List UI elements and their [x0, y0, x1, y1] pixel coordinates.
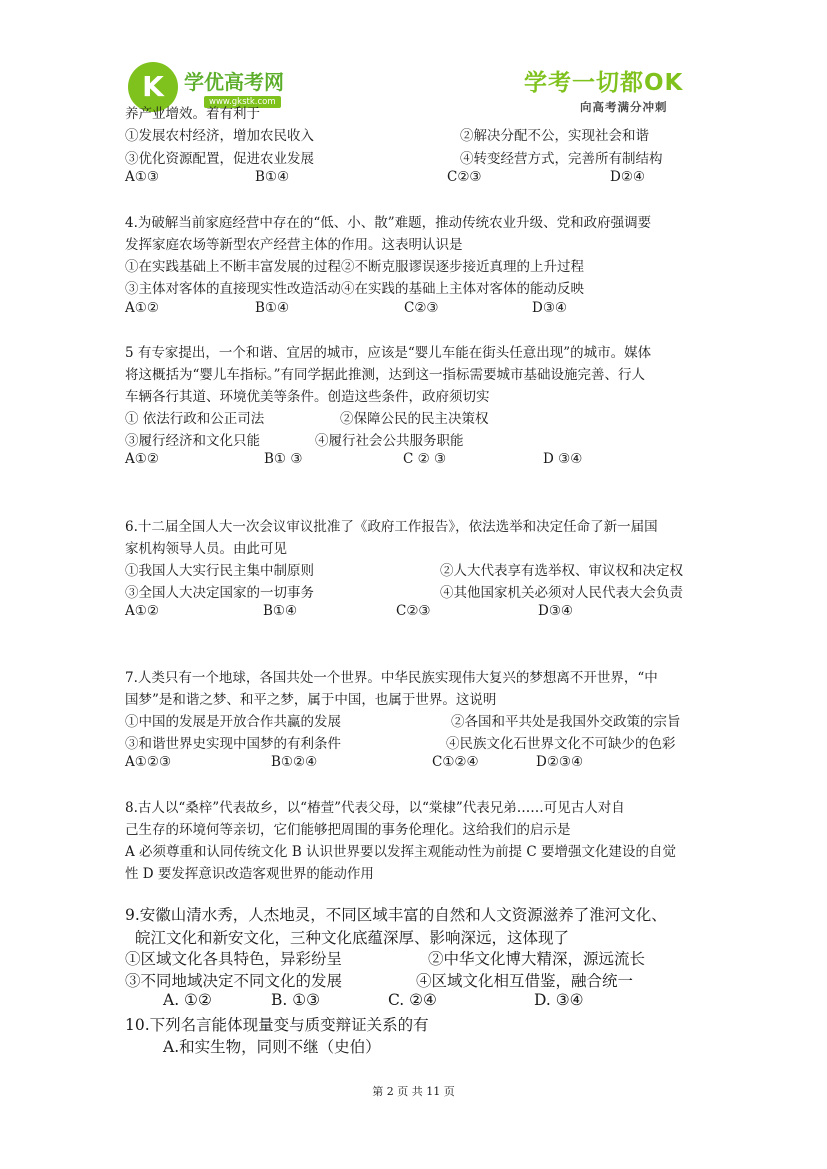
q8-options-line-2: 性 D 要发挥意识改造客观世界的能动作用 — [125, 866, 374, 882]
q9-stem-line-2: 皖江文化和新安文化，三种文化底蕴深厚、影响深远，这体现了 — [135, 929, 570, 947]
q4-option-line-2: ③主体对客体的直接现实性改造活动④在实践的基础上主体对客体的能动反映 — [125, 281, 584, 297]
q6-option-3: ③全国人大决定国家的一切事务 — [125, 585, 314, 601]
q7-stem-line-1: 7.人类只有一个地球，各国共处一个世界。中华民族实现伟大复兴的梦想离不开世界，“中 — [125, 670, 658, 686]
q3-option-1: ①发展农村经济，增加农民收入 — [125, 128, 314, 144]
q3-choice-a: A①③ — [125, 169, 159, 185]
slogan-banner — [524, 64, 709, 115]
q4-stem-line-1: 4.为破解当前家庭经营中存在的“低、小、散”难题，推动传统农业升级、党和政府强调要 — [125, 215, 652, 231]
q6-option-1: ①我国人大实行民主集中制原则 — [125, 563, 314, 579]
q8-stem-line-1: 8.古人以“桑梓”代表故乡，以“椿萱”代表父母，以“棠棣”代表兄弟……可见古人对自 — [125, 800, 625, 816]
q7-stem-line-2: 国梦”是和谐之梦、和平之梦，属于中国，也属于世界。这说明 — [125, 692, 497, 708]
q10-stem: 10.下列名言能体现量变与质变辩证关系的有 — [125, 1016, 429, 1034]
q3-choice-d: D②④ — [610, 169, 646, 185]
q9-option-2: ②中华文化博大精深，源远流长 — [428, 950, 646, 968]
q9-option-3: ③不同地域决定不同文化的发展 — [125, 972, 343, 990]
q6-stem-line-1: 6.十二届全国人大一次会议审议批准了《政府工作报告》，依法选举和决定任命了新一届国 — [125, 519, 658, 535]
q6-choice-d: D③④ — [538, 603, 574, 619]
q3-choice-b: B①④ — [255, 169, 290, 185]
q7-choice-b: B①②④ — [271, 754, 318, 770]
q3-option-2: ②解决分配不公，实现社会和谐 — [460, 128, 649, 144]
q5-stem-line-2: 将这概括为“婴儿车指标。”有同学据此推测，达到这一指标需要城市基础设施完善、行人 — [125, 367, 646, 383]
q3-option-3: ③优化资源配置，促进农业发展 — [125, 151, 314, 167]
q4-option-line-1: ①在实践基础上不断丰富发展的过程②不断克服谬误逐步接近真理的上升过程 — [125, 259, 584, 275]
q5-stem-line-3: 车辆各行其道、环境优美等条件。创造这些条件，政府须切实 — [125, 389, 490, 405]
q5-choice-d: D ③④ — [543, 451, 583, 467]
q4-choice-b: B①④ — [255, 300, 290, 316]
q5-stem-line-1: 5 有专家提出，一个和谐、宜居的城市，应该是“婴儿车能在街头任意出现”的城市。媒体 — [125, 345, 652, 361]
q5-choice-b: B① ③ — [264, 451, 303, 467]
logo-url: www.gkstk.com — [204, 96, 281, 108]
q6-choice-b: B①④ — [263, 603, 298, 619]
q5-option-3: ③履行经济和文化只能 — [125, 433, 260, 449]
q6-choice-a: A①② — [125, 603, 159, 619]
q3-option-4: ④转变经营方式，完善所有制结构 — [460, 151, 663, 167]
logo-name: 学优高考网 — [184, 70, 284, 94]
q9-option-1: ①区域文化各具特色，异彩纷呈 — [125, 950, 343, 968]
q7-option-2: ②各国和平共处是我国外交政策的宗旨 — [451, 714, 681, 730]
q8-options-line-1: A 必须尊重和认同传统文化 B 认识世界要以发挥主观能动性为前提 C 要增强文化建设的自觉 — [125, 844, 676, 860]
q4-choice-d: D③④ — [532, 300, 568, 316]
q7-choice-d: D②③④ — [536, 754, 584, 770]
q5-choice-c: C ② ③ — [403, 451, 447, 467]
page-number: 第 2 页 共 11 页 — [372, 1085, 455, 1098]
logo-mark-icon: K — [128, 62, 178, 112]
slogan-sub: 向高考满分冲刺 — [580, 100, 668, 114]
slogan-main: 学考一切都OK — [524, 70, 684, 96]
q9-stem-line-1: 9.安徽山清水秀，人杰地灵，不同区域丰富的自然和人文资源滋养了淮河文化、 — [125, 906, 667, 924]
q7-option-3: ③和谐世界史实现中国梦的有利条件 — [125, 736, 341, 752]
q8-stem-line-2: 己生存的环境何等亲切，它们能够把周围的事务伦理化。这给我们的启示是 — [125, 822, 571, 838]
q7-option-4: ④民族文化石世界文化不可缺少的色彩 — [446, 736, 676, 752]
q7-option-1: ①中国的发展是开放合作共赢的发展 — [125, 714, 341, 730]
q7-choice-c: C①②④ — [432, 754, 479, 770]
q3-continuation: 养产业增效。着有利于 — [125, 106, 260, 122]
q4-choice-c: C②③ — [404, 300, 439, 316]
q4-stem-line-2: 发挥家庭农场等新型农产经营主体的作用。这表明认识是 — [125, 237, 463, 253]
q5-option-4: ④履行社会公共服务职能 — [315, 433, 464, 449]
q6-stem-line-2: 家机构领导人员。由此可见 — [125, 541, 287, 557]
q7-choice-a: A①②③ — [125, 754, 172, 770]
q9-choice-b: B. ①③ — [271, 991, 321, 1009]
q9-option-4: ④区域文化相互借鉴，融合统一 — [416, 972, 634, 990]
q6-option-4: ④其他国家机关必须对人民代表大会负责 — [440, 585, 683, 601]
q6-choice-c: C②③ — [396, 603, 431, 619]
q9-choice-d: D. ③④ — [534, 991, 584, 1009]
q6-option-2: ②人大代表享有选举权、审议权和决定权 — [440, 563, 683, 579]
q5-choice-a: A①② — [125, 451, 159, 467]
q5-option-2: ②保障公民的民主决策权 — [340, 411, 489, 427]
q9-choice-a: A. ①② — [163, 991, 212, 1009]
q3-choice-c: C②③ — [447, 169, 482, 185]
q9-choice-c: C. ②④ — [388, 991, 437, 1009]
q4-choice-a: A①② — [125, 300, 159, 316]
q5-option-1: ① 依法行政和公正司法 — [125, 411, 265, 427]
q10-option-a: A.和实生物，同则不继（史伯） — [163, 1038, 381, 1056]
